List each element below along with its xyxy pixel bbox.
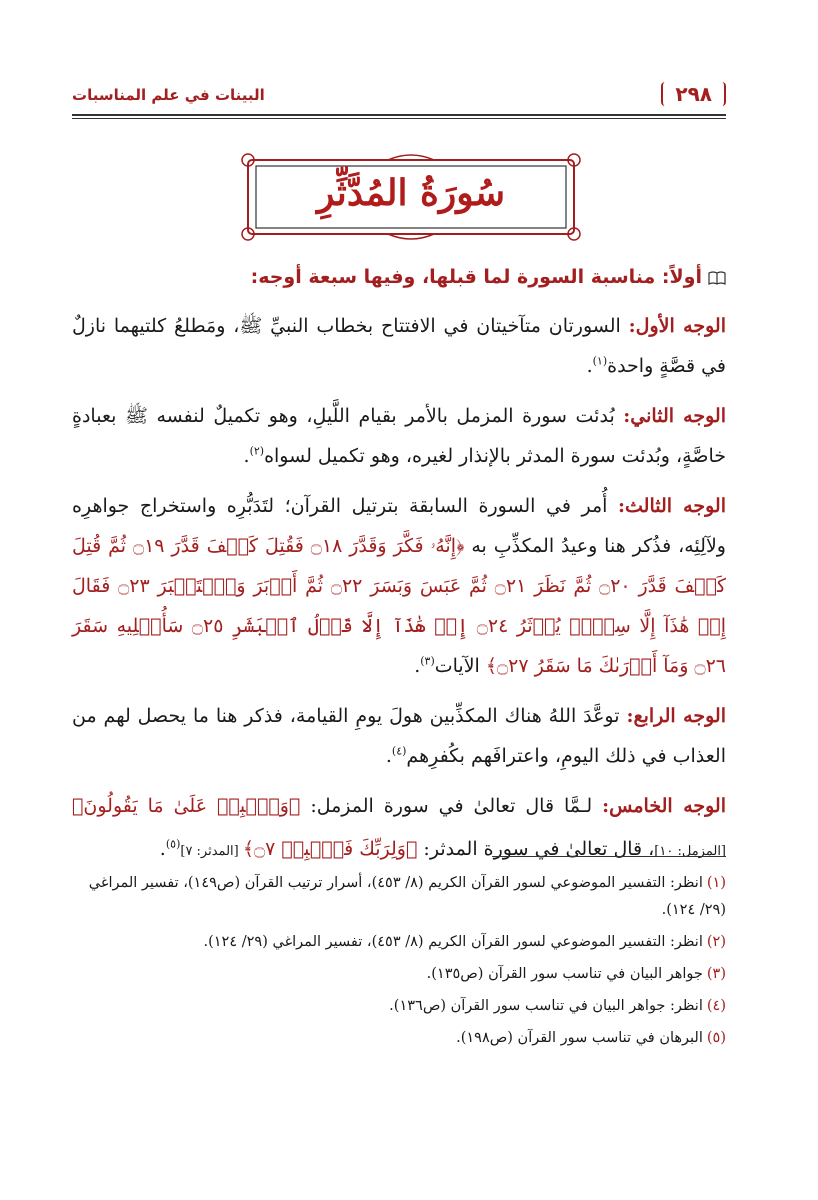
quran-verse: ﴿وَٱصۡبِرۡ عَلَىٰ مَا يَقُولُونَ﴾ bbox=[72, 795, 301, 817]
section-heading-text: أولاً: مناسبة السورة لما قبلها، وفيها سبعة أوجه: bbox=[250, 266, 702, 288]
sentence-end: . bbox=[243, 445, 250, 467]
footnote-number: (٤) bbox=[706, 998, 726, 1014]
aspect-label: الوجه الرابع: bbox=[626, 705, 726, 727]
footnote-marker[interactable]: (٤) bbox=[391, 744, 407, 758]
footnote bbox=[72, 993, 726, 1020]
quran-verses: ﴿إِنَّهُۥ فَكَّرَ وَقَدَّرَ ۝١٨ فَقُتِلَ كَيۡفَ قَدَّرَ ۝١٩ ثُمَّ قُتِلَ كَيۡفَ قَدَّرَ ۝٢٠ ثُمَّ نَظَرَ ۝٢١ ثُمَّ عَبَسَ وَبَسَرَ ۝٢٢ ثُمَّ أَدۡبَرَ وَٱسۡتَكۡبَرَ ۝٢٣ فَقَالَ إِنۡ هَٰذَآ إِلَّا سِحۡرٞ يُؤۡثَرُ ۝٢٤ إِنۡ هَٰذَآ إِلَّا قَوۡلُ ٱلۡبَشَرِ ۝٢٥ سَأُصۡلِيهِ سَقَرَ ۝٢٦ وَمَآ أَدۡرَىٰكَ مَا سَقَرُ ۝٢٧﴾ bbox=[72, 535, 727, 677]
quran-verse: ﴿وَلِرَبِّكَ فَٱصۡبِرۡ ۝٧﴾ bbox=[242, 838, 418, 860]
footnote-text: انظر: التفسير الموضوعي لسور القرآن الكريم (٨/ ٤٥٣)، تفسير المراغي (٢٩/ ١٢٤). bbox=[203, 934, 703, 950]
footnote-number: (١) bbox=[706, 875, 726, 891]
footnote-text: البرهان في تناسب سور القرآن (ص١٩٨). bbox=[456, 1030, 703, 1046]
footnote-text: انظر: التفسير الموضوعي لسور القرآن الكريم (٨/ ٤٥٣)، أسرار ترتيب القرآن (ص١٤٩)، تفسير المراغي (٢٩/ ١٢٤). bbox=[88, 875, 726, 918]
page-number: ٢٩٨ bbox=[661, 82, 726, 106]
sentence-end: . bbox=[586, 355, 593, 377]
footnote bbox=[72, 961, 726, 988]
aspect-label: الوجه الخامس: bbox=[602, 795, 727, 817]
page-header bbox=[72, 82, 726, 116]
aspect-label: الوجه الثالث: bbox=[618, 495, 726, 517]
footnote-marker[interactable]: (٥) bbox=[165, 837, 181, 851]
aspect-label: الوجه الثاني: bbox=[623, 405, 726, 427]
aspect-2 bbox=[72, 396, 726, 476]
footnote bbox=[72, 1025, 726, 1052]
aspect-text: توعَّدَ اللهُ هناك المكذِّبين هولَ يومِ القيامة، فذكر هنا ما يحصل لهم من العذاب في ذلك اليومِ، واعترافَهم بكُفرِهم bbox=[72, 705, 726, 767]
surah-title: سُورَةُ المُدَّثِّرِ bbox=[316, 172, 506, 214]
footnotes bbox=[72, 870, 726, 1057]
running-title: البينات في علم المناسبات bbox=[72, 86, 265, 104]
sentence-end: . bbox=[385, 745, 392, 767]
sentence-end: . bbox=[159, 838, 166, 860]
open-book-icon bbox=[708, 271, 726, 285]
verse-reference: [المزمل: ١٠] bbox=[654, 844, 726, 859]
aspect-5 bbox=[72, 786, 726, 872]
aspect-1 bbox=[72, 306, 726, 386]
aspect-text: ، قال تعالىٰ في سورة المدثر: bbox=[417, 838, 655, 860]
header-rule bbox=[72, 114, 726, 119]
section-heading bbox=[72, 262, 726, 292]
aspect-text: أُمر في السورة السابقة بترتيل القرآن؛ لتَدَبُّرِه واستخراج جواهرِه ولآلِئِه، فذُكر هنا وعيدُ المكذِّبِ به bbox=[72, 495, 726, 557]
sentence-end: . bbox=[414, 655, 421, 677]
footnote-marker[interactable]: (٣) bbox=[420, 654, 435, 668]
footnote-number: (٥) bbox=[706, 1030, 726, 1046]
aspect-label: الوجه الأول: bbox=[628, 315, 726, 337]
aspect-text: السورتان متآخيتان في الافتتاح بخطاب النبيِّ ﷺ، ومَطلعُ كلتيهما نازلٌ في قصَّةٍ واحدة bbox=[72, 315, 726, 377]
verse-reference: [المدثر: ٧] bbox=[180, 844, 243, 859]
footnote-text: انظر: جواهر البيان في تناسب سور القرآن (ص١٣٦). bbox=[389, 998, 703, 1014]
footnote bbox=[72, 870, 726, 924]
footnote-number: (٣) bbox=[706, 966, 726, 982]
footnote-marker[interactable]: (١) bbox=[592, 354, 608, 368]
footnote bbox=[72, 929, 726, 956]
main-text bbox=[72, 262, 726, 882]
aspect-text: لـمَّا قال تعالىٰ في سورة المزمل: bbox=[300, 795, 603, 817]
footnote-marker[interactable]: (٢) bbox=[249, 444, 265, 458]
aspect-text: بُدئت سورة المزمل بالأمر بقيام اللَّيلِ، وهو تكميلٌ لنفسه ﷺ بعبادةٍ خاصَّةٍ، وبُدئت سورة المدثر بالإنذار لغيره، وهو تكميل لسواه bbox=[72, 405, 726, 467]
surah-title-frame bbox=[238, 152, 584, 242]
footnote-text: جواهر البيان في تناسب سور القرآن (ص١٣٥). bbox=[426, 966, 703, 982]
aspect-3 bbox=[72, 486, 726, 686]
footnote-rule bbox=[492, 856, 726, 857]
aspect-4 bbox=[72, 696, 726, 776]
footnote-number: (٢) bbox=[706, 934, 726, 950]
aspect-text-after: الآيات bbox=[434, 655, 486, 677]
